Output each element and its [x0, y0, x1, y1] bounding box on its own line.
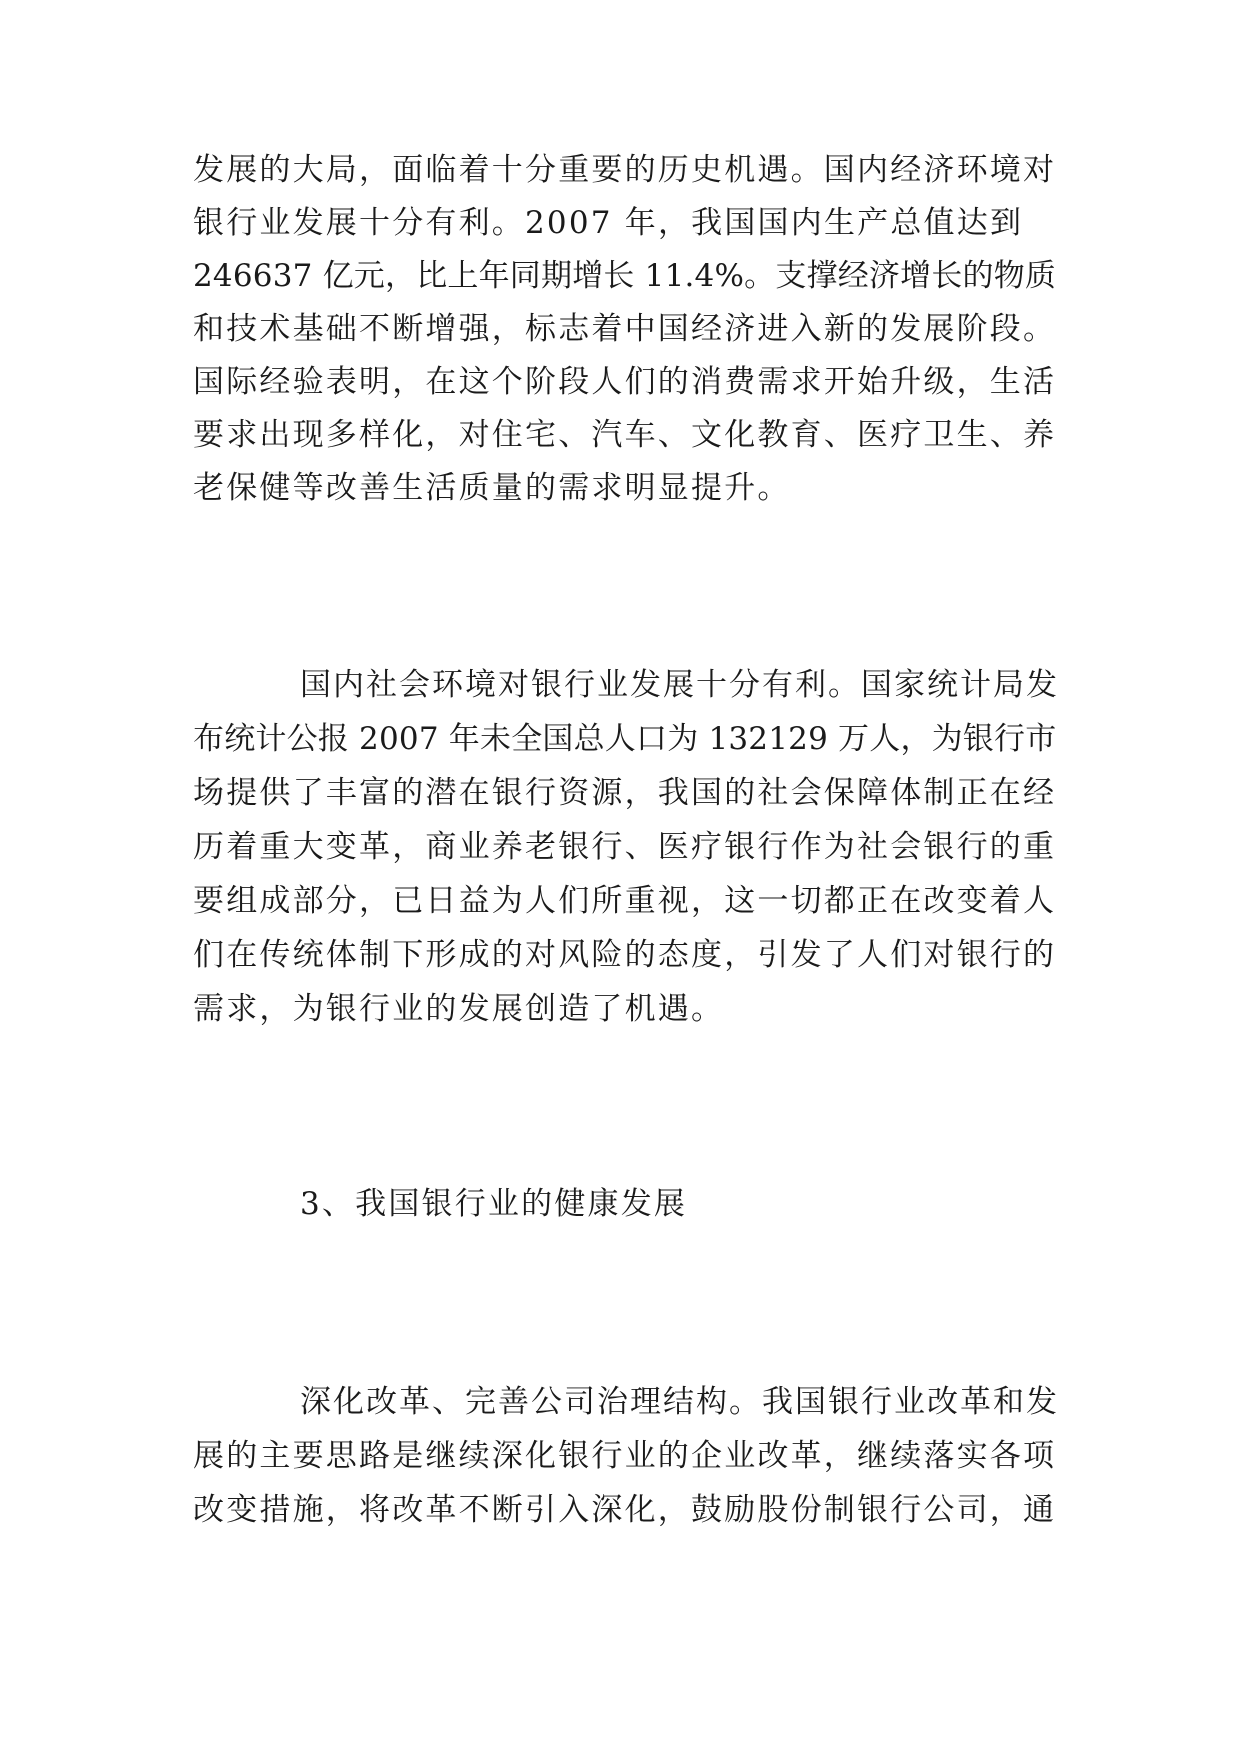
paragraph-line: 国际经验表明，在这个阶段人们的消费需求开始升级，生活	[193, 364, 1057, 400]
paragraph-line: 要求出现多样化，对住宅、汽车、文化教育、医疗卫生、养	[193, 417, 1057, 453]
paragraph-line: 和技术基础不断增强，标志着中国经济进入新的发展阶段。	[193, 311, 1057, 347]
paragraph-line: 深化改革、完善公司治理结构。我国银行业改革和发	[300, 1384, 1059, 1420]
paragraph-line: 需求，为银行业的发展创造了机遇。	[193, 991, 725, 1027]
paragraph-line: 要组成部分，已日益为人们所重视，这一切都正在改变着人	[193, 883, 1057, 919]
paragraph-line: 246637 亿元，比上年同期增长 11.4%。支撑经济增长的物质	[193, 258, 1057, 294]
paragraph-line: 发展的大局，面临着十分重要的历史机遇。国内经济环境对	[193, 152, 1057, 188]
paragraph-line: 银行业发展十分有利。2007 年，我国国内生产总值达到	[193, 205, 1024, 241]
paragraph-line: 改变措施，将改革不断引入深化，鼓励股份制银行公司，通	[193, 1492, 1057, 1528]
paragraph-line: 历着重大变革，商业养老银行、医疗银行作为社会银行的重	[193, 829, 1057, 865]
paragraph-line: 们在传统体制下形成的对风险的态度，引发了人们对银行的	[193, 937, 1057, 973]
paragraph-line: 国内社会环境对银行业发展十分有利。国家统计局发	[300, 667, 1059, 703]
paragraph-line: 场提供了丰富的潜在银行资源，我国的社会保障体制正在经	[193, 775, 1057, 811]
paragraph-line: 布统计公报 2007 年未全国总人口为 132129 万人，为银行市	[193, 721, 1057, 757]
section-heading: 3、我国银行业的健康发展	[300, 1186, 688, 1222]
paragraph-line: 老保健等改善生活质量的需求明显提升。	[193, 470, 791, 506]
paragraph-line: 展的主要思路是继续深化银行业的企业改革，继续落实各项	[193, 1438, 1057, 1474]
